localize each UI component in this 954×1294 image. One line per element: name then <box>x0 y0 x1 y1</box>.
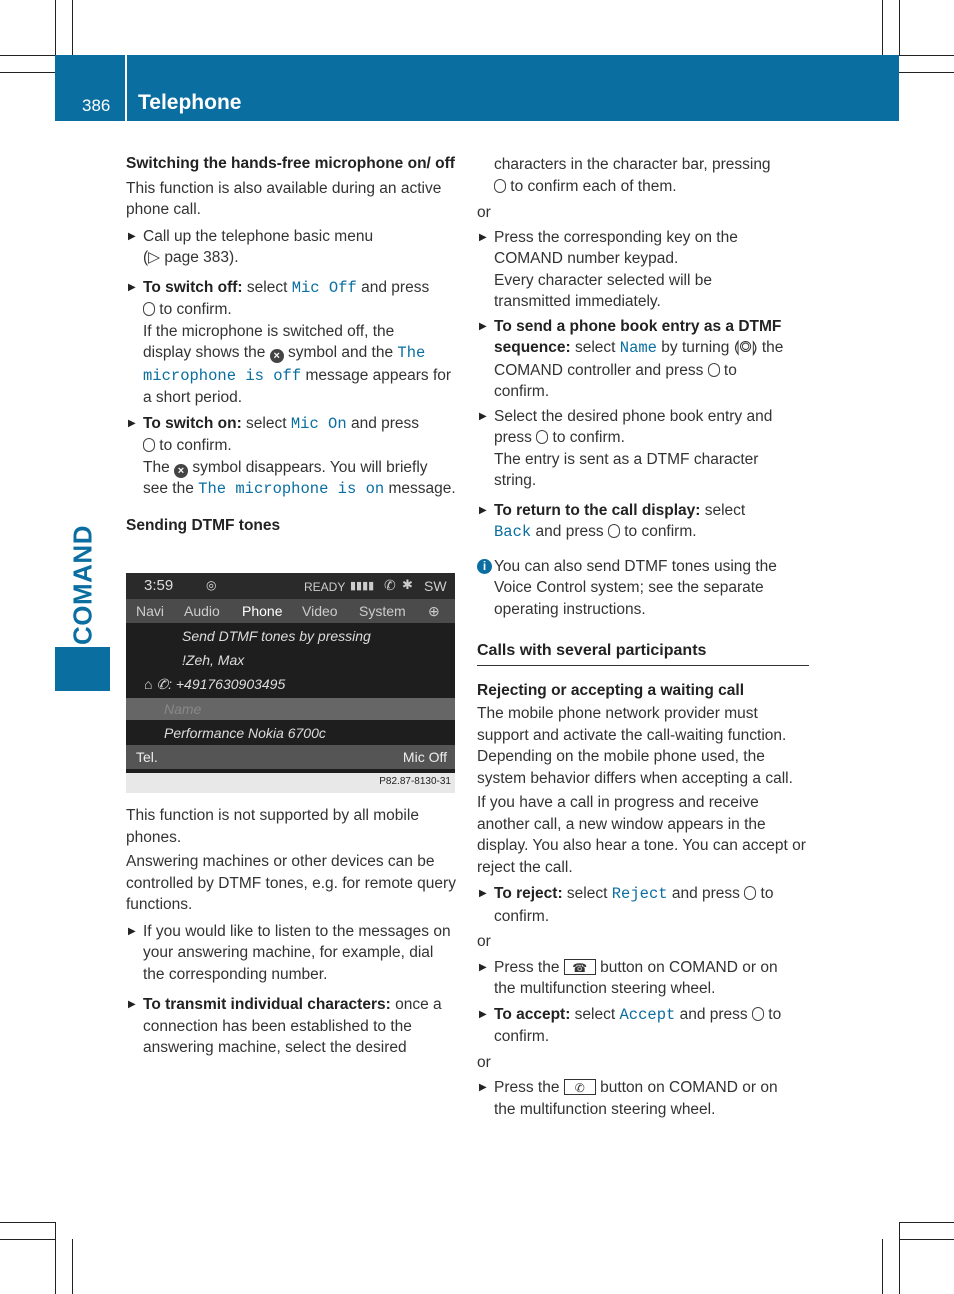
controller-press-icon <box>752 1007 764 1021</box>
menu-item-name: Name <box>619 339 657 357</box>
menu-item-back: Back <box>494 523 532 541</box>
crop-mark <box>0 72 55 73</box>
crop-mark <box>55 0 56 55</box>
step-item: ▶ To accept: select Accept and press to confirm. <box>477 1004 809 1048</box>
menu-bar: Navi Audio Phone Video System ⊕ <box>126 599 455 623</box>
controller-press-icon <box>536 430 548 444</box>
home-icon: ⌂ ✆: <box>144 676 176 692</box>
crop-mark <box>0 55 55 56</box>
paragraph: This function is also available during an active phone call. <box>126 179 442 218</box>
left-column <box>126 153 458 536</box>
settings-icon: ⊕ <box>428 603 440 619</box>
paragraph: Answering machines or other devices can be controlled by DTMF tones, e.g. for remote query functions. <box>126 853 456 913</box>
step-item: ▶ To reject: select Reject and press to confirm. <box>477 883 809 927</box>
section-heading: Sending DTMF tones <box>126 516 281 534</box>
mic-off-icon: × <box>174 464 188 478</box>
step-item: ▶ Press the ✆ button on COMAND or on the multifunction steering wheel. <box>477 1077 809 1120</box>
side-tab-label: COMAND <box>67 525 98 645</box>
crop-mark <box>899 55 954 56</box>
crop-mark <box>0 1239 55 1240</box>
step-item: ▶ To transmit individual characters: once a connection has been established to the answering machine, select the desired <box>126 994 458 1059</box>
controller-press-icon <box>744 886 756 900</box>
controller-turn-icon: ⟬◎⟭ <box>733 339 758 356</box>
crop-mark <box>72 0 73 55</box>
figure-caption: P82.87-8130-31 <box>126 773 455 793</box>
crop-mark <box>899 72 954 73</box>
end-call-key-icon: ☎ <box>564 959 596 975</box>
radio-icon: ◎ <box>206 578 217 592</box>
step-item: ▶ Call up the telephone basic menu (▷ page 383). <box>126 226 458 269</box>
crop-mark <box>899 1222 954 1223</box>
section-heading: Switching the hands-free microphone on/ off <box>126 155 455 172</box>
controller-press-icon <box>143 302 155 316</box>
accept-call-key-icon: ✆ <box>564 1079 596 1095</box>
bluetooth-icon: ✱ <box>402 577 413 592</box>
paragraph: The mobile phone network provider must support and activate the call-waiting function. Depending on the mobile phone used, the system behavior differs when accepting a call. <box>477 705 793 787</box>
crop-mark <box>899 1239 954 1240</box>
info-note: i You can also send DTMF tones using the Voice Control system; see the separate operating instructions. <box>477 556 809 621</box>
page-title: Telephone <box>138 91 242 114</box>
menu-item-mic-off: Mic Off <box>291 278 357 297</box>
paragraph: If you have a call in progress and receive another call, a new window appears in the display. You also hear a tone. You can accept or reject the call. <box>477 794 806 876</box>
subsection-heading: Rejecting or accepting a waiting call <box>477 681 745 699</box>
crop-mark <box>899 0 900 55</box>
step-item: ▶ To return to the call display: select Back and press to confirm. <box>477 500 809 544</box>
crop-mark <box>0 1222 55 1223</box>
crop-mark <box>899 1222 900 1294</box>
right-column: characters in the character bar, pressing to confirm each of them. or ▶ Press the corresponding key on the COMAND number keypad. Every character selected will be transmitted immediately. ▶ To send a phone book entry as a DTMF sequence: select Name by turning ⟬◎⟭ the COMAND controller and press to confirm. ▶ Select the desired phone book entry and press to confirm. The entry is sent as a DTMF character string. ▶ To return to the call display: select Back and press to confirm. i You can also send DTMF tones using the Voice Control system; see the separate operating instructions. Calls with several participants Rejecting or accepting a waiting call The mobile phone network provider must support and activate the call-waiting function. Depending on the mobile phone used, the system behavior differs when accepting a call. If you have a call in progress and receive another call, a new window appears in the display. You also hear a tone. You can accept or reject the call. ▶ To reject: select Reject and press to confirm. or ▶ Press the ☎ button on COMAND or on the multifunction steering wheel. ▶ To accept: select Accept and press to confirm. or ▶ Press the ✆ button on COMAND or on the multifunction steering wheel. <box>477 154 809 1120</box>
controller-press-icon <box>608 524 620 538</box>
info-icon: i <box>477 559 492 574</box>
header-title-bar <box>127 55 899 121</box>
step-item: ▶ To send a phone book entry as a DTMF sequence: select Name by turning ⟬◎⟭ the COMAND controller and press to confirm. <box>477 316 809 403</box>
menu-item-reject: Reject <box>611 885 668 903</box>
controller-press-icon <box>143 438 155 452</box>
left-column-lower <box>126 805 458 1059</box>
status-bar: 3:59 ◎ READY ▮▮▮▮ ✆ ✱ SW <box>126 573 455 599</box>
controller-press-icon <box>494 179 506 193</box>
step-item: ▶ If you would like to listen to the messages on your answering machine, for example, dial the corresponding number. <box>126 921 458 986</box>
dtmf-screenshot: 3:59 ◎ READY ▮▮▮▮ ✆ ✱ SW Navi Audio Phone Video System ⊕ Send DTMF tones by pressing !Zeh, Max ⌂ ✆: +4917630903495 Name Performance Nokia 6700c Tel. Mic Off P82.87-8130-31 <box>126 573 455 793</box>
menu-item-mic-on: Mic On <box>290 414 347 433</box>
step-item: ▶ Press the ☎ button on COMAND or on the multifunction steering wheel. <box>477 957 809 1000</box>
phone-icon: ✆ <box>384 577 396 593</box>
softkey-bar: Tel. Mic Off <box>126 745 455 769</box>
continued-text: characters in the character bar, pressing to confirm each of them. <box>494 156 771 195</box>
menu-item-accept: Accept <box>619 1005 676 1024</box>
crop-mark <box>55 1222 56 1294</box>
crop-mark <box>882 1239 883 1294</box>
paragraph: This function is not supported by all mobile phones. <box>126 807 419 846</box>
step-item: ▶ To switch on: select Mic On and press to confirm. The × symbol disappears. You will briefly see the The microphone is on message. <box>126 413 458 501</box>
section-heading: Calls with several participants <box>477 640 809 666</box>
crop-mark <box>72 1239 73 1294</box>
side-tab-marker <box>55 647 110 691</box>
page-number: 386 <box>82 96 111 115</box>
crop-mark <box>882 0 883 55</box>
signal-icon: ▮▮▮▮ <box>350 580 375 592</box>
mic-off-icon: × <box>270 349 284 363</box>
step-item: ▶ To switch off: select Mic Off and press to confirm. If the microphone is switched off, the display shows the × symbol and the The microphone is off message appears for a short period. <box>126 277 458 409</box>
step-item: ▶ Select the desired phone book entry and press to confirm. The entry is sent as a DTMF character string. <box>477 406 809 492</box>
controller-press-icon <box>708 363 720 377</box>
step-item: ▶ Press the corresponding key on the COMAND number keypad. Every character selected will be transmitted immediately. <box>477 227 809 313</box>
